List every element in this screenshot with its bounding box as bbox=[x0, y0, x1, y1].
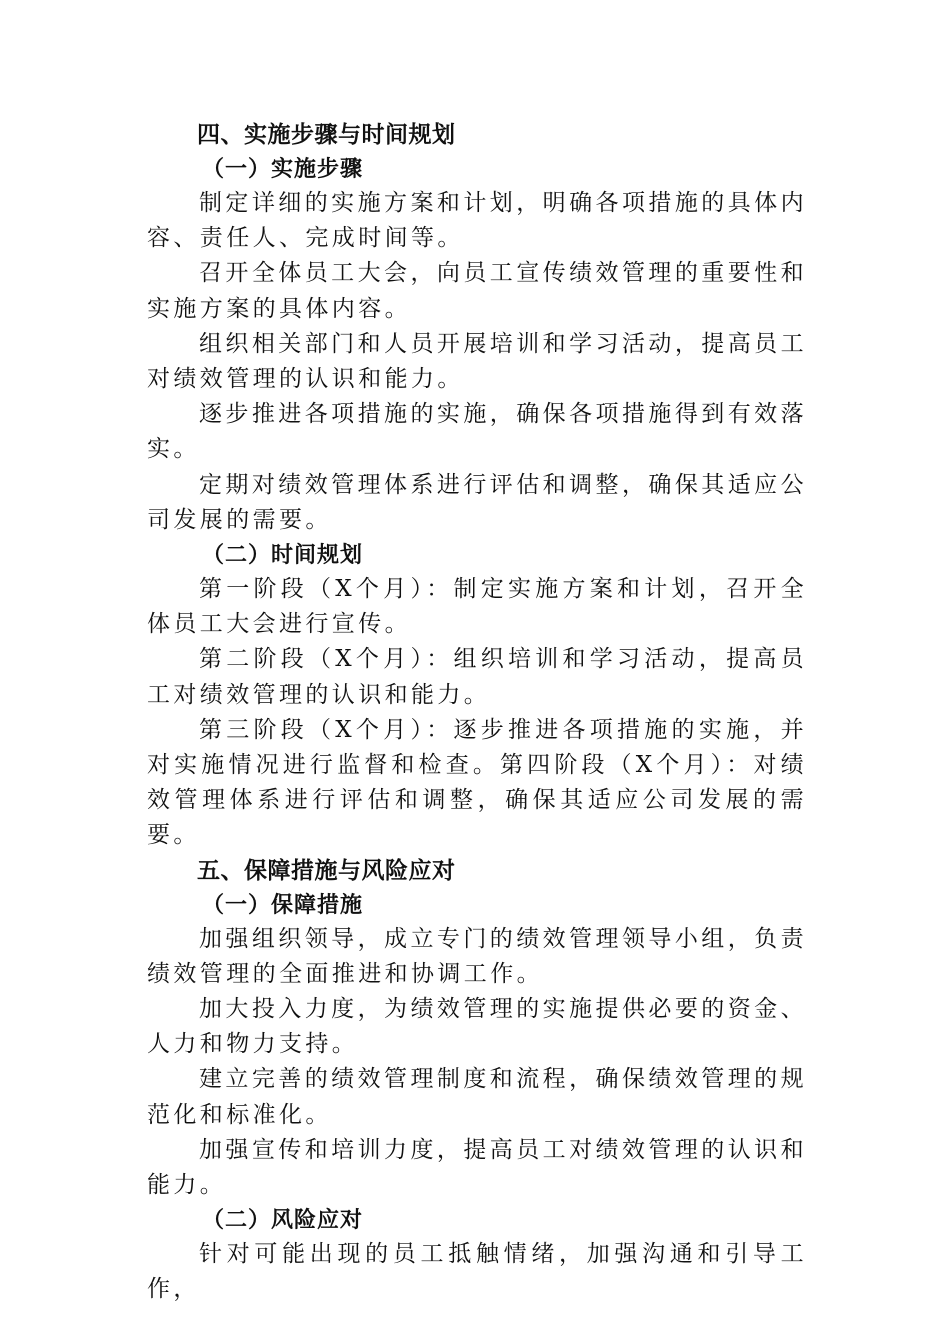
subsection-heading: （二）风险应对 bbox=[202, 1207, 364, 1234]
section-heading: 五、保障措施与风险应对 bbox=[197, 857, 456, 884]
paragraph: 逐步推进各项措施的实施，确保各项措施得到有效落实。 bbox=[147, 401, 807, 463]
subsection-heading: （一）保障措施 bbox=[202, 891, 364, 918]
paragraph: 第一阶段（X个月）：制定实施方案和计划，召开全体员工大会进行宣传。 bbox=[147, 576, 807, 638]
paragraph: 加强宣传和培训力度，提高员工对绩效管理的认识和能力。 bbox=[147, 1136, 807, 1199]
paragraph: 加强组织领导，成立专门的绩效管理领导小组，负责绩效管理的全面推进和协调工作。 bbox=[147, 925, 807, 987]
subsection-heading: （一）实施步骤 bbox=[202, 156, 364, 182]
paragraph: 建立完善的绩效管理制度和流程，确保绩效管理的规范化和标准化。 bbox=[147, 1066, 807, 1128]
paragraph: 制定详细的实施方案和计划，明确各项措施的具体内容、责任人、完成时间等。 bbox=[147, 190, 807, 252]
paragraph: 组织相关部门和人员开展培训和学习活动，提高员工对绩效管理的认识和能力。 bbox=[147, 330, 807, 393]
paragraph: 第二阶段（X个月）：组织培训和学习活动，提高员工对绩效管理的认识和能力。 bbox=[147, 646, 807, 708]
subsection-heading: （二）时间规划 bbox=[202, 542, 364, 569]
paragraph: 针对可能出现的员工抵触情绪，加强沟通和引导工作， bbox=[147, 1241, 807, 1303]
paragraph: 第三阶段（X个月）：逐步推进各项措施的实施，并对实施情况进行监督和检查。第四阶段（X个月）：对绩效管理体系进行评估和调整，确保其适应公司发展的需要。 bbox=[147, 716, 807, 849]
paragraph: 定期对绩效管理体系进行评估和调整，确保其适应公司发展的需要。 bbox=[147, 471, 807, 533]
document-body bbox=[147, 118, 807, 1308]
section-heading: 四、实施步骤与时间规划 bbox=[197, 122, 456, 148]
paragraph: 召开全体员工大会，向员工宣传绩效管理的重要性和实施方案的具体内容。 bbox=[147, 260, 807, 322]
paragraph: 加大投入力度，为绩效管理的实施提供必要的资金、人力和物力支持。 bbox=[147, 996, 807, 1058]
